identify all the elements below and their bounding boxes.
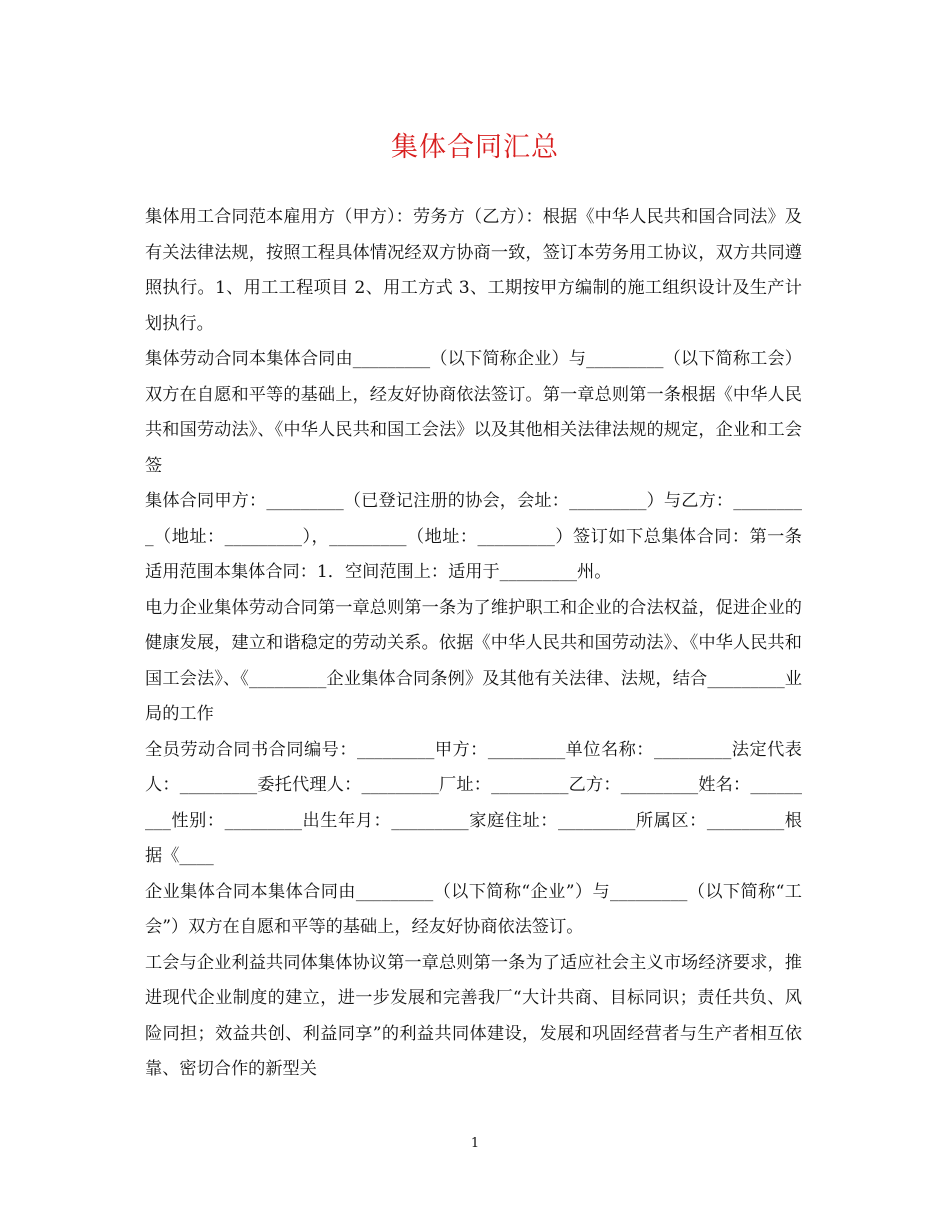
document-title: 集体合同汇总 xyxy=(391,132,559,163)
paragraph-5: 全员劳动合同书合同编号：_________甲方：_________单位名称：_________法定代表人：_________委托代理人：_________厂址：_________乙方：_________姓名：_________性别：_________出生年月：_________家庭住址：_________所属区：_________根据《____ xyxy=(145,739,802,866)
paragraph-7: 工会与企业利益共同体集体协议第一章总则第一条为了适应社会主义市场经济要求，推进现代企业制度的建立，进一步发展和完善我厂“大计共商、目标同识；责任共负、风险同担；效益共创、利益同享”的利益共同体建设，发展和巩固经营者与生产者相互依靠、密切合作的新型关 xyxy=(145,952,802,1079)
paragraph-4: 电力企业集体劳动合同第一章总则第一条为了维护职工和企业的合法权益，促进企业的健康发展，建立和谐稳定的劳动关系。依据《中华人民共和国劳动法》、《中华人民共和国工会法》、《_________企业集体合同条例》及其他有关法律、法规，结合_________业局的工作 xyxy=(145,597,802,724)
paragraph-1: 集体用工合同范本雇用方（甲方）：劳务方（乙方）：根据《中华人民共和国合同法》及有关法律法规，按照工程具体情况经双方协商一致，签订本劳务用工协议，双方共同遵照执行。1、用工工程项目 2、用工方式 3、工期按甲方编制的施工组织设计及生产计划执行。 xyxy=(145,207,802,334)
document-body xyxy=(145,200,802,1088)
page-number: 1 xyxy=(470,1136,480,1151)
paragraph-3: 集体合同甲方：_________（已登记注册的协会，会址：_________）与乙方：_________（地址：_________），_________（地址：_________）签订如下总集体合同：第一条适用范围本集体合同：1．空间范围上：适用于_________州。 xyxy=(145,491,802,582)
paragraph-6: 企业集体合同本集体合同由_________（以下简称“企业”）与_________（以下简称“工会”）双方在自愿和平等的基础上，经友好协商依法签订。 xyxy=(145,881,802,937)
paragraph-2: 集体劳动合同本集体合同由_________（以下简称企业）与_________（以下简称工会）双方在自愿和平等的基础上，经友好协商依法签订。第一章总则第一条根据《中华人民共和国劳动法》、《中华人民共和国工会法》以及其他相关法律法规的规定，企业和工会签 xyxy=(145,349,802,476)
